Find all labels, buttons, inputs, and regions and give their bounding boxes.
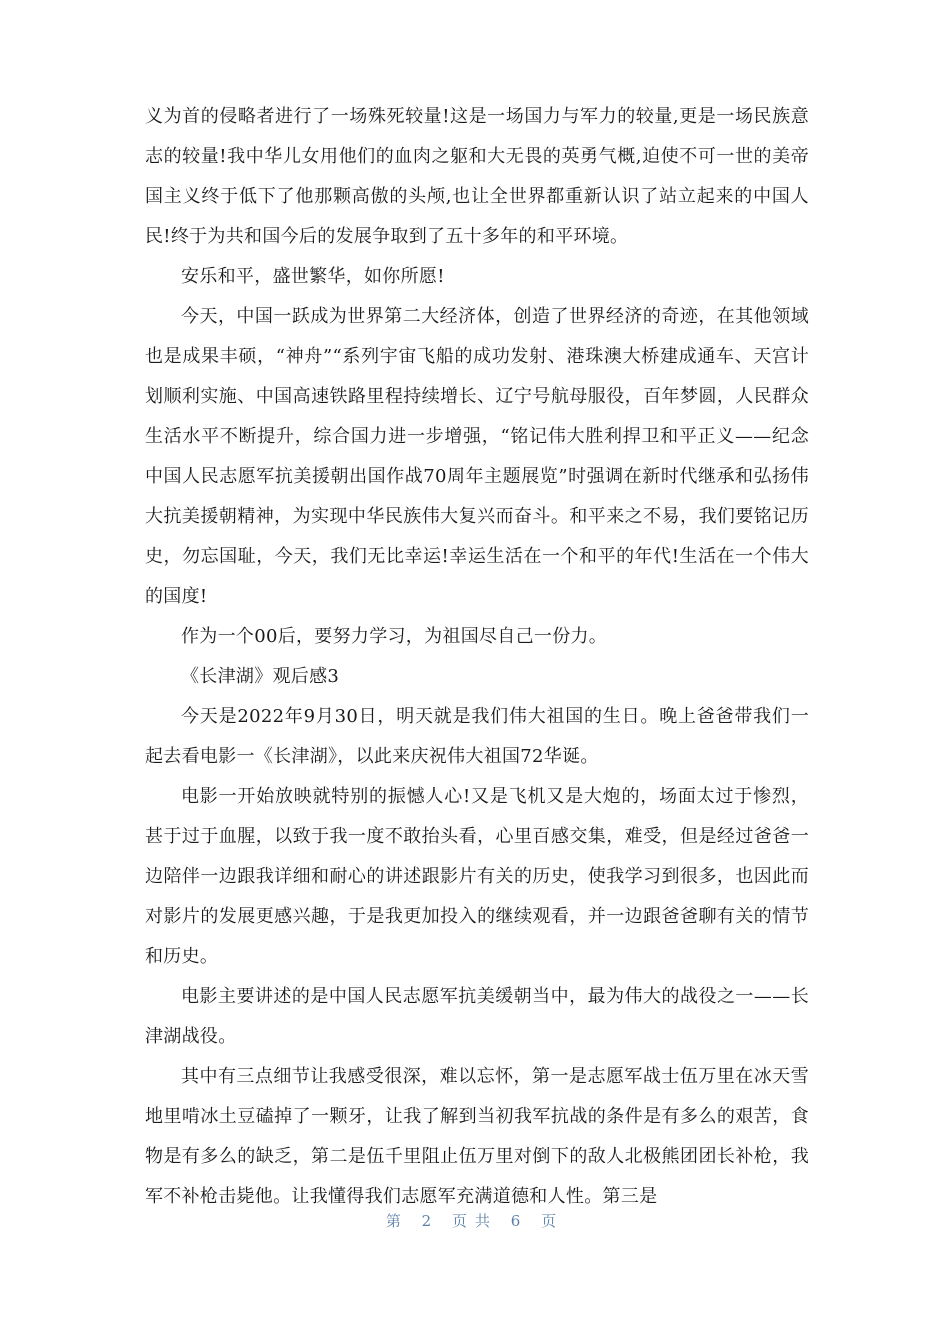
paragraph-4: 作为一个00后，要努力学习，为祖国尽自己一份力。 xyxy=(181,626,608,647)
paragraph-3: 今天，中国一跃成为世界第二大经济体，创造了世界经济的奇迹，在其他领域也是成果丰硕，“神舟”“系列宇宙飞船的成功发射、港珠澳大桥建成通车、天宫计划顺利实施、中国高速铁路里程持续增长、辽宁号航母服役，百年梦圆，人民群众生活水平不断提升，综合国力进一步增强，“铭记伟大胜利捍卫和平正义——纪念中国人民志愿军抗美援朝出国作战70周年主题展览”时强调在新时代继承和弘扬伟大抗美援朝精神，为实现中华民族伟大复兴而奋斗。和平来之不易，我们要铭记历史，勿忘国耻，今天，我们无比幸运!幸运生活在一个和平的年代!生活在一个伟大的国度! xyxy=(145,306,809,607)
paragraph-1: 义为首的侵略者进行了一场殊死较量!这是一场国力与军力的较量,更是一场民族意志的较量!我中华儿女用他们的血肉之躯和大无畏的英勇气概,迫使不可一世的美帝国主义终于低下了他那颗高傲的头颅,也让全世界都重新认识了站立起来的中国人民!终于为共和国今后的发展争取到了五十多年的和平环境。 xyxy=(145,106,809,247)
page-number-footer: 第 2 页共 6 页 xyxy=(385,1212,565,1230)
paragraph-9: 其中有三点细节让我感受很深，难以忘怀，第一是志愿军战士伍万里在冰天雪地里啃冰土豆磕掉了一颗牙，让我了解到当初我军抗战的条件是有多么的艰苦，食物是有多么的缺乏，第二是伍千里阻止伍万里对倒下的敌人北极熊团团长补枪，我军不补枪击毙他。让我懂得我们志愿军充满道德和人性。第三是 xyxy=(145,1066,809,1207)
document-body xyxy=(145,97,809,1217)
section-title: 《长津湖》观后感3 xyxy=(181,666,340,687)
paragraph-6: 今天是2022年9月30日，明天就是我们伟大祖国的生日。晚上爸爸带我们一起去看电影一《长津湖》，以此来庆祝伟大祖国72华诞。 xyxy=(145,706,809,767)
paragraph-2: 安乐和平，盛世繁华，如你所愿! xyxy=(181,266,445,287)
paragraph-7: 电影一开始放映就特别的振憾人心!又是飞机又是大炮的，场面太过于惨烈，甚于过于血腥，以致于我一度不敢抬头看，心里百感交集，难受，但是经过爸爸一边陪伴一边跟我详细和耐心的讲述跟影片有关的历史，使我学习到很多，也因此而对影片的发展更感兴趣，于是我更加投入的继续观看，并一边跟爸爸聊有关的情节和历史。 xyxy=(145,786,809,967)
paragraph-8: 电影主要讲述的是中国人民志愿军抗美缓朝当中，最为伟大的战役之一——长津湖战役。 xyxy=(145,986,809,1047)
